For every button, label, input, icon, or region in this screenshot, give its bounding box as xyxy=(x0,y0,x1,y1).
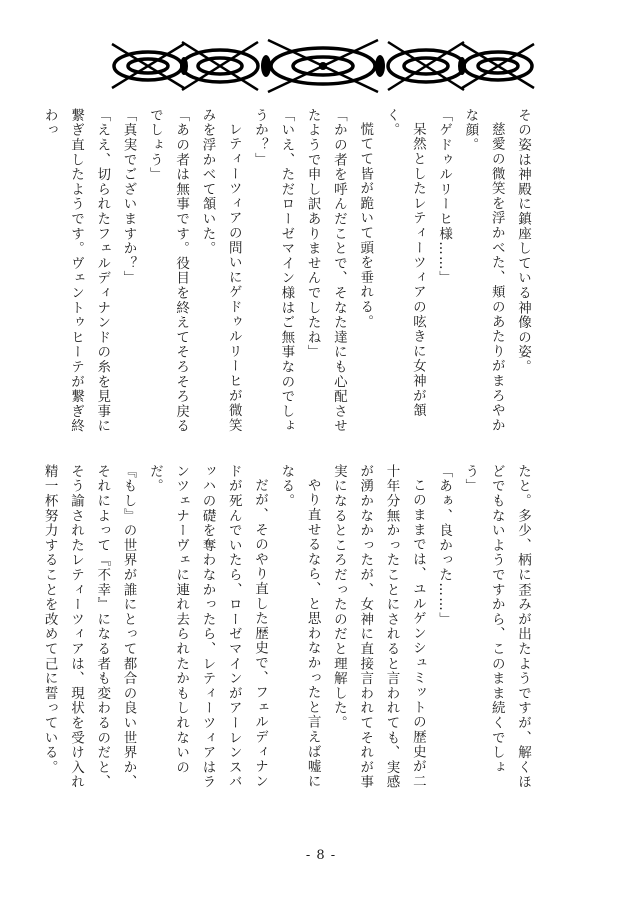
paragraph: 「真実でございますか？」 xyxy=(120,108,137,286)
paragraph: だが、そのやり直した歴史で、フェルディナンドが死んでいたら、ローゼマインがアーレンスバッハの礎を奪わなかったら、レティーツィアはランツェナーヴェに連れ去られたかもしれないのだ。 xyxy=(146,464,269,790)
paragraph: 「ええ、切られたフェルディナンドの糸を見事に繋ぎ直したようです。ヴェントゥヒーテが繋ぎ終わっ xyxy=(41,108,111,434)
text-block-lower xyxy=(41,464,536,796)
paragraph: レティーツィアの問いにゲドゥルリーヒが微笑みを浮かべて頷いた。 xyxy=(199,108,242,433)
paragraph: 「あの者は無事です。役目を終えてそろそろ戻るでしょう」 xyxy=(146,108,190,434)
paragraph: やり直せるなら、と思わなかったと言えば嘘になる。 xyxy=(278,464,321,789)
paragraph: このままでは、ユルゲンシュミットの歴史が二十年分無かったことにされると言われても、実感が湧かなかったが、女神に直接言われてそれが事実になるところだったのだと理解した。 xyxy=(330,464,426,790)
page-number: - 8 - xyxy=(305,848,337,863)
paragraph: 「あぁ、良かった……」 xyxy=(436,464,453,627)
paragraph: 「ゲドゥルリーヒ様……」 xyxy=(436,108,453,286)
paragraph: 慈愛の微笑を浮かべた、頬のあたりがまろやかな顔。 xyxy=(462,108,505,433)
text-block-upper xyxy=(41,108,536,440)
paragraph: 『もし』の世界が誰にとって都合の良い世界か、それによって『不幸』になる者も変わるのだと、そう諭されたレティーツィアは、現状を受け入れ精一杯努力することを改めて己に誓っている。 xyxy=(41,464,137,790)
paragraph: 「かの者を呼んだことで、そなた達にも心配させたようで申し訳ありませんでしたね」 xyxy=(304,108,347,434)
paragraph: 呆然としたレティーツィアの呟きに女神が頷く。 xyxy=(383,108,426,418)
paragraph: 「いえ、ただローゼマイン様はご無事なのでしょうか？」 xyxy=(252,108,295,434)
paragraph: その姿は神殿に鎮座している神像の姿。 xyxy=(515,108,531,375)
decorative-header-ornament xyxy=(108,36,538,96)
paragraph: たと。多少、柄に歪みが出たようですが、解くほどでもないようですから、このまま続くでしょう」 xyxy=(462,464,531,790)
paragraph: 慌てて皆が跪いて頭を垂れる。 xyxy=(357,121,374,329)
